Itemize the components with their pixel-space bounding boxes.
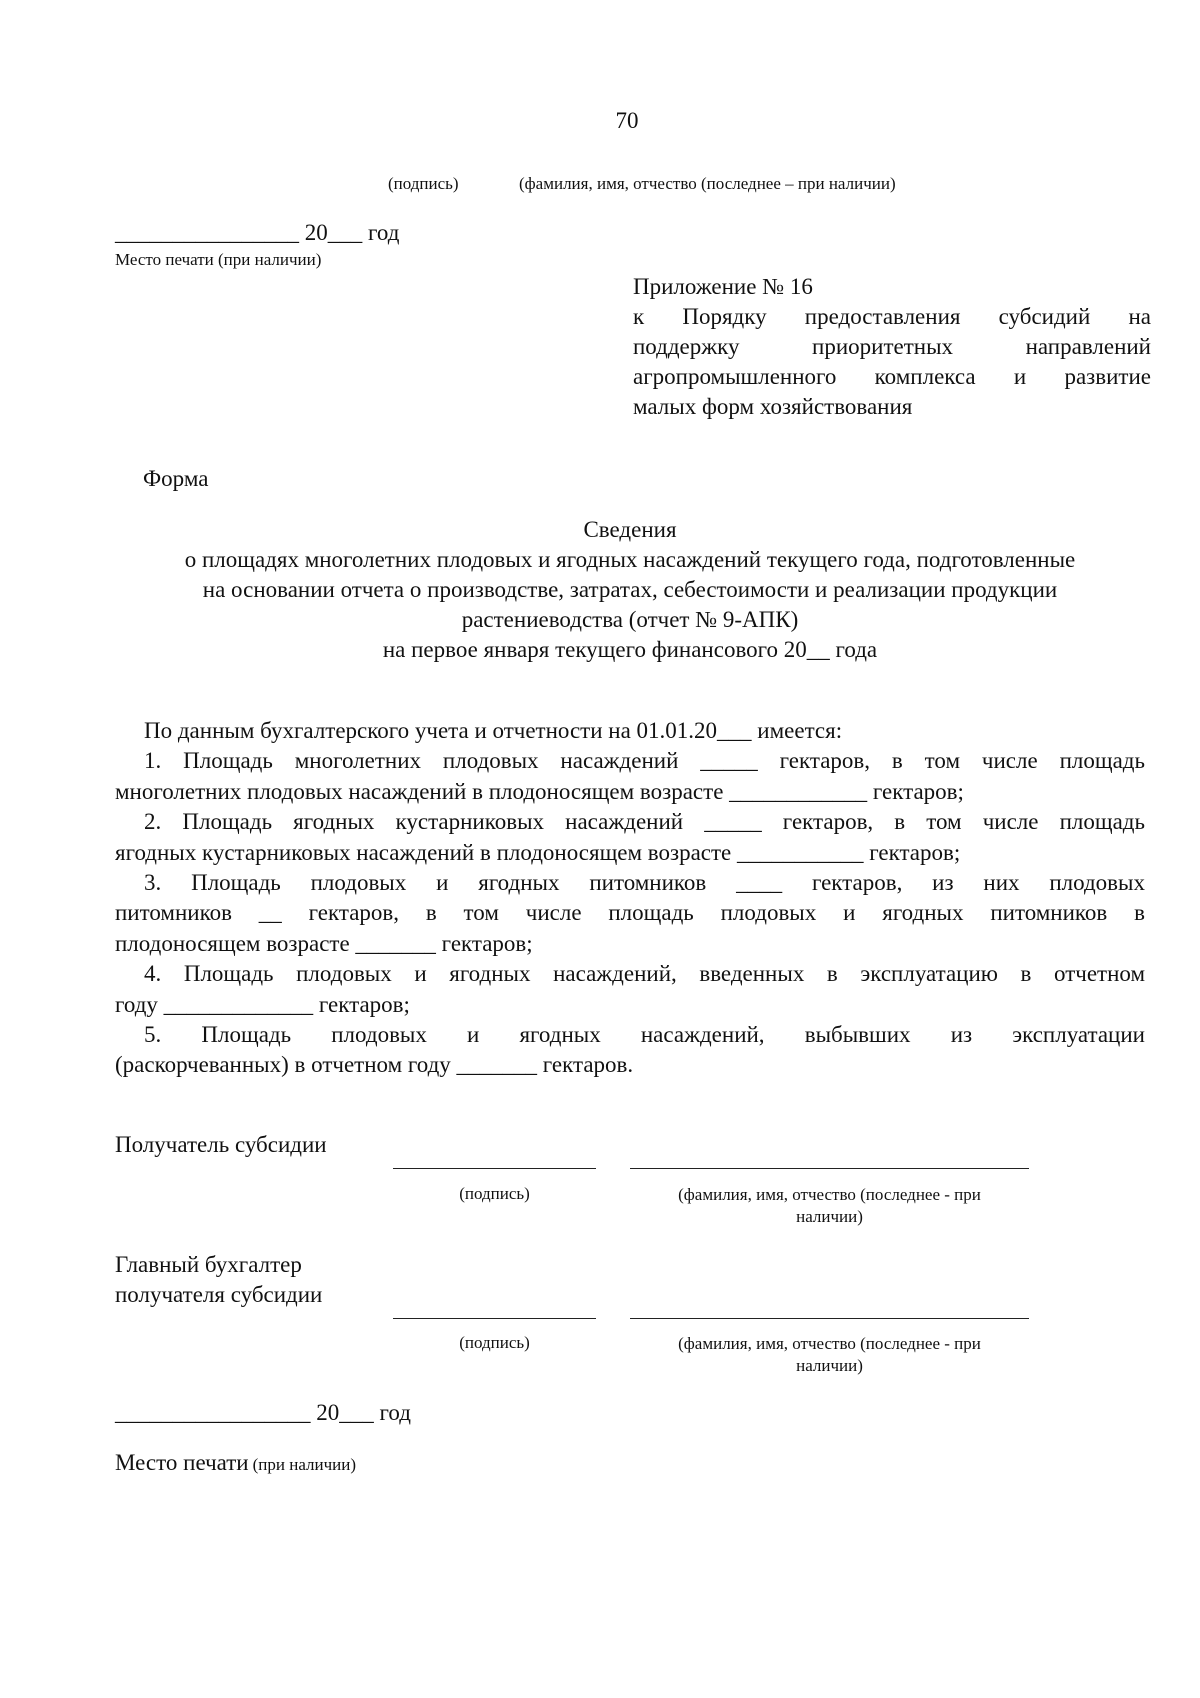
heading-line: растениеводства (отчет № 9-АПК) [461, 607, 799, 632]
item-5-line-1: 5. Площадь плодовых и ягодных насаждений, выбывших из эксплуатации [144, 1022, 1145, 1048]
document-heading [110, 515, 1150, 665]
item-1-line-1: 1. Площадь многолетних плодовых насаждений _____ гектаров, в том числе площадь [144, 748, 1145, 774]
body-intro: По данным бухгалтерского учета и отчетности на 01.01.20___ имеется: [144, 718, 843, 743]
stamp-small-text: (при наличии) [252, 1455, 357, 1474]
heading-line: на основании отчета о производстве, затратах, себестоимости и реализации продукции [202, 577, 1058, 602]
top-stamp: Место печати (при наличии) [115, 250, 322, 269]
page-number-text: 70 [615, 108, 639, 133]
accountant-signature-line [393, 1318, 596, 1319]
form-label: Форма [143, 466, 209, 491]
appendix-title: Приложение № 16 [633, 274, 813, 299]
item-2-line-1: 2. Площадь ягодных кустарниковых насаждений _____ гектаров, в том числе площадь [144, 809, 1145, 835]
page-number [0, 108, 1200, 134]
appendix-line: агропромышленного комплекса и развитие [633, 364, 1151, 389]
caption-line: наличии) [796, 1207, 863, 1226]
stamp-main-text: Место печати [115, 1450, 249, 1475]
heading-line: о площадях многолетних плодовых и ягодных насаждений текущего года, подготовленные [184, 547, 1076, 572]
accountant-label-line: получателя субсидии [115, 1282, 323, 1307]
recipient-name-caption [630, 1184, 1029, 1228]
top-name-caption: (фамилия, имя, отчество (последнее – при наличии) [519, 174, 896, 193]
appendix-line: малых форм хозяйствования [633, 394, 913, 419]
appendix-line: к Порядку предоставления субсидий на [633, 304, 1151, 329]
accountant-name-caption [630, 1333, 1029, 1377]
caption-line: наличии) [796, 1356, 863, 1375]
accountant-name-line [630, 1318, 1029, 1319]
top-date-line: ________________ 20___ год [115, 220, 400, 245]
item-2-line-2: ягодных кустарниковых насаждений в плодоносящем возрасте ___________ гектаров; [115, 839, 961, 865]
item-3-line-2: питомников __ гектаров, в том числе площадь плодовых и ягодных питомников в [115, 900, 1145, 926]
item-4-line-2: году _____________ гектаров; [115, 991, 410, 1017]
caption-line: (фамилия, имя, отчество (последнее - при [678, 1334, 981, 1353]
item-3-line-1: 3. Площадь плодовых и ягодных питомников ____ гектаров, из них плодовых [144, 870, 1145, 896]
appendix-block [633, 272, 1151, 422]
report-body [115, 716, 1145, 1081]
recipient-signature-line [393, 1168, 596, 1169]
item-4-line-1: 4. Площадь плодовых и ягодных насаждений, введенных в эксплуатацию в отчетном [144, 961, 1145, 987]
recipient-signature-caption: (подпись) [459, 1184, 530, 1203]
bottom-date-line: _________________ 20___ год [115, 1400, 411, 1425]
caption-line: (фамилия, имя, отчество (последнее - при [678, 1185, 981, 1204]
top-signature-caption: (подпись) [388, 174, 459, 193]
item-3-line-3: плодоносящем возрасте _______ гектаров; [115, 930, 533, 956]
recipient-label: Получатель субсидии [115, 1132, 327, 1157]
item-1-line-2: многолетних плодовых насаждений в плодоносящем возрасте ____________ гектаров; [115, 778, 964, 804]
recipient-name-line [630, 1168, 1029, 1169]
appendix-line: поддержку приоритетных направлений [633, 334, 1151, 359]
accountant-label [115, 1250, 322, 1310]
accountant-signature-caption: (подпись) [459, 1333, 530, 1352]
bottom-stamp [115, 1450, 356, 1476]
heading-line: на первое января текущего финансового 20__ года [382, 637, 878, 662]
accountant-label-line: Главный бухгалтер [115, 1252, 302, 1277]
item-5-line-2: (раскорчеванных) в отчетном году _______ гектаров. [115, 1052, 634, 1078]
heading-title: Сведения [583, 517, 677, 542]
